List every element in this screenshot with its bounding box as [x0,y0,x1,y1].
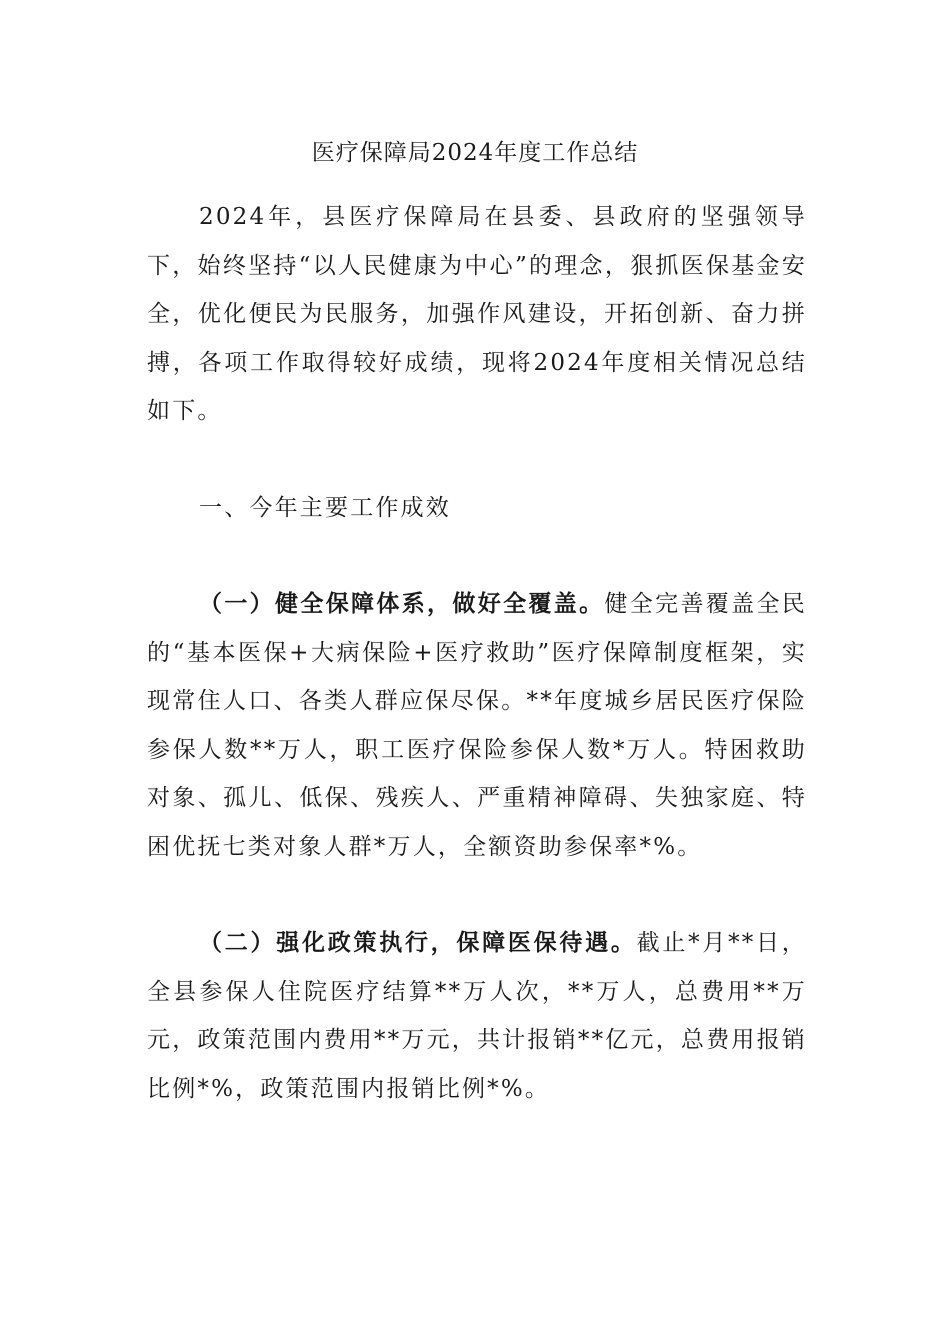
item-lead: （二）强化政策执行，保障医保待遇。 [199,929,637,956]
section-heading: 一、今年主要工作成效 [199,494,451,521]
item-paragraph-2 [147,919,807,1113]
item-body: 健全完善覆盖全民的“基本医保+大病保险+医疗救助”医疗保障制度框架，实现常住人口、各类人群应保尽保。**年度城乡居民医疗保险参保人数**万人，职工医疗保险参保人数*万人。特困救助对象、孤儿、低保、残疾人、严重精神障碍、失独家庭、特困优抚七类对象人群*万人，全额资助参保率*%。 [147,591,807,860]
item-paragraph-1 [147,580,807,871]
document-title: 医疗保障局2024年度工作总结 [311,140,639,166]
item-body: 截止*月**日，全县参保人住院医疗结算**万人次，**万人，总费用**万元，政策范围内费用**万元，共计报销**亿元，总费用报销比例*%，政策范围内报销比例*%。 [147,930,807,1102]
item-lead: （一）健全保障体系，做好全覆盖。 [199,590,605,617]
intro-paragraph: 2024年，县医疗保障局在县委、县政府的坚强领导下，始终坚持“以人民健康为中心”的理念，狠抓医保基金安全，优化便民为民服务，加强作风建设，开拓创新、奋力拼搏，各项工作取得较好成绩，现将2024年度相关情况总结如下。 [147,204,807,424]
document-body [147,193,807,1113]
